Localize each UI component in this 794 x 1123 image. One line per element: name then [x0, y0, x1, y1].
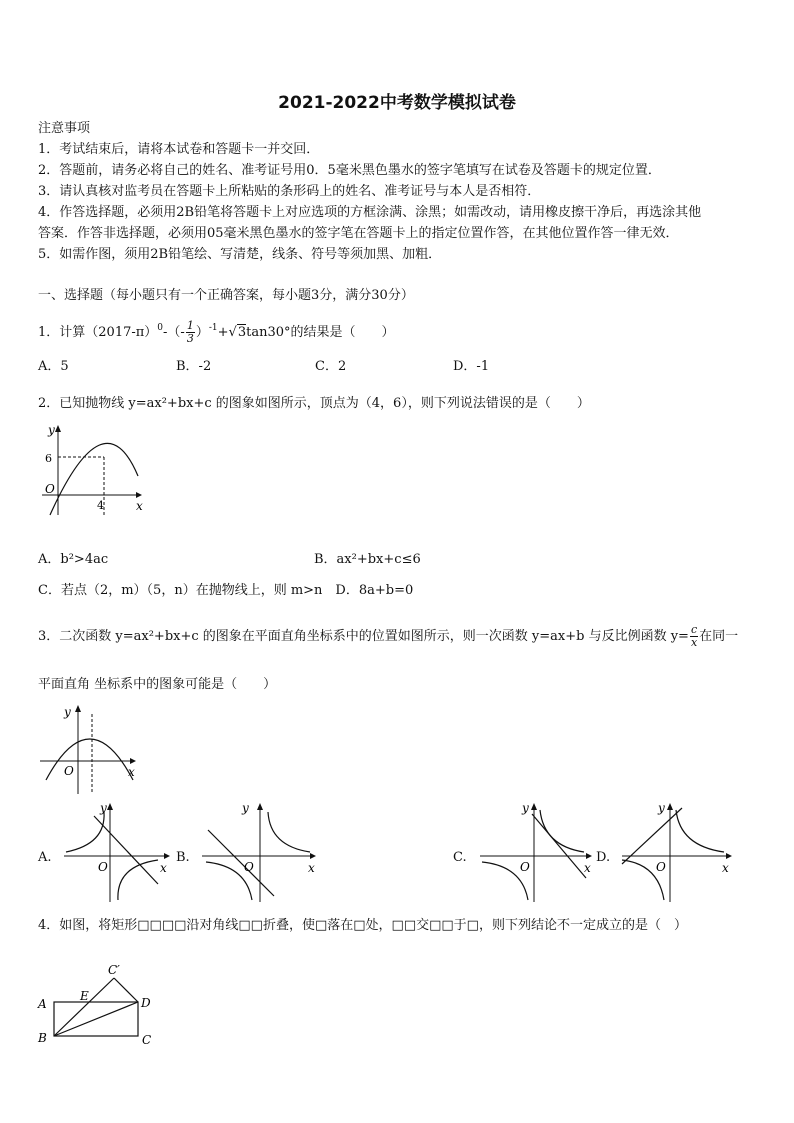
q1-minus: -（- — [163, 325, 185, 340]
q3-a-x-label: x — [160, 861, 167, 875]
q2-graph-tick-6: 6 — [45, 452, 52, 465]
q3-c-y-label: y — [522, 801, 529, 815]
q4-rectangle-figure — [34, 960, 164, 1052]
q3-option-b-label: B. — [176, 850, 190, 865]
q3-option-c-label: C. — [453, 850, 467, 865]
q3-d-origin: O — [656, 860, 666, 874]
q3-b-x-label: x — [308, 861, 315, 875]
q1-sqrt: 3 — [237, 325, 247, 340]
q4-label-c: C — [142, 1033, 152, 1047]
q1-option-c: C．2 — [315, 359, 347, 374]
notice-item-1: 1．考试结束后，请将本试卷和答题卡一并交回． — [38, 142, 320, 157]
q3-stem-a: 3．二次函数 y=ax²+bx+c 的图象在平面直角坐标系中的位置如图所示，则一次函数 y=ax+b 与反比例函数 y= — [38, 629, 689, 644]
q3-option-c-graph — [476, 800, 596, 904]
q3-d-y-label: y — [658, 801, 665, 815]
q4-label-a: A — [38, 997, 47, 1011]
q3-c-origin: O — [520, 860, 530, 874]
question-1: 1．计算$(2017-\pi)^0-(-$ $\frac{1}{3}$ ）$^{-1}$+√3tan30°的结果是（ ） — [38, 319, 395, 345]
q2-graph-origin: O — [45, 482, 55, 496]
q2-option-b: B．ax²+bx+c≤6 — [314, 552, 421, 567]
q3-option-d-label: D. — [596, 850, 611, 865]
question-3 — [38, 624, 738, 649]
q4-label-e: E — [80, 989, 89, 1003]
q1-option-b: B．-2 — [176, 359, 212, 374]
q1-plus: + — [217, 325, 229, 340]
q3-option-d-graph — [618, 800, 736, 904]
q1-exp1: -1 — [208, 323, 218, 333]
notice-item-3: 3．请认真核对监考员在答题卡上所粘贴的条形码上的姓名、准考证号与本人是否相符． — [38, 184, 541, 199]
q2-graph-x-label: x — [136, 499, 143, 513]
q2-option-a: A．b²>4ac — [38, 552, 109, 567]
q3-c-x-label: x — [584, 861, 591, 875]
q3-graph-y-label: y — [64, 705, 71, 719]
q3-graph-x-label: x — [128, 765, 135, 779]
q2-options-c-d: C．若点（2，m）（5，n）在抛物线上，则 m>n D．8a+b=0 — [38, 583, 414, 598]
q2-graph-tick-4: 4 — [97, 499, 104, 512]
q3-a-origin: O — [98, 860, 108, 874]
question-2: 2．已知抛物线 y=ax²+bx+c 的图象如图所示，顶点为（4，6），则下列说法错误的是（ ） — [38, 396, 590, 411]
q3-d-x-label: x — [722, 861, 729, 875]
q3-b-y-label: y — [242, 801, 249, 815]
q3-graph-origin: O — [64, 764, 74, 778]
q3-stem-cont: 平面直角 坐标系中的图象可能是（ ） — [38, 677, 277, 692]
notice-item-4-cont: 答案．作答非选择题，必须用05毫米黑色墨水的签字笔在答题卡上的指定位置作答，在其他位置作答一律无效． — [38, 226, 679, 241]
q1-suffix: tan30°的结果是（ ） — [246, 325, 395, 340]
q3-b-origin: O — [244, 860, 254, 874]
q3-parabola-graph — [38, 700, 138, 796]
q3-a-y-label: y — [100, 801, 107, 815]
q3-fraction — [690, 624, 698, 649]
notice-item-5: 5．如需作图，须用2B铅笔绘、写清楚，线条、符号等须加黑、加粗． — [38, 247, 442, 262]
q3-stem-b: 在同一 — [699, 629, 739, 644]
q3-frac-den: x — [690, 636, 698, 649]
notice-heading: 注意事项 — [38, 121, 91, 136]
notice-item-4: 4．作答选择题，必须用2B铅笔将答题卡上对应选项的方框涂满、涂黑；如需改动，请用橡皮擦干净后，再选涂其他 — [38, 205, 702, 220]
q1-exp0: 0 — [157, 323, 164, 333]
q1-close: ） — [195, 325, 209, 340]
q2-parabola-graph — [38, 420, 148, 520]
q3-option-a-graph — [60, 800, 172, 904]
q1-frac-den: 3 — [186, 332, 194, 345]
q1-frac-num: 1 — [186, 319, 194, 332]
q3-option-b-graph — [198, 800, 320, 904]
q1-fraction — [186, 320, 195, 345]
q3-frac-num: c — [690, 623, 698, 636]
notice-item-2: 2．答题前，请务必将自己的姓名、准考证号用0．5毫米黑色墨水的签字笔填写在试卷及答题卡的规定位置． — [38, 163, 661, 178]
page-title: 2021-2022中考数学模拟试卷 — [278, 93, 516, 113]
q4-label-b: B — [38, 1031, 47, 1045]
question-4: 4．如图，将矩形□□□□沿对角线□□折叠，使□落在□处，□□交□□于□，则下列结论不一定成立的是（ ） — [38, 918, 687, 933]
q4-label-c-prime: C′ — [108, 963, 120, 977]
section-heading: 一、选择题（每小题只有一个正确答案，每小题3分，满分30分） — [38, 288, 414, 303]
q1-option-d: D．-1 — [453, 359, 490, 374]
q1-prefix: 1．计算（2017-π） — [38, 325, 158, 340]
q2-graph-y-label: y — [48, 423, 55, 437]
q3-option-a-label: A. — [38, 850, 52, 865]
q4-label-d: D — [141, 996, 151, 1010]
q1-option-a: A．5 — [38, 359, 69, 374]
